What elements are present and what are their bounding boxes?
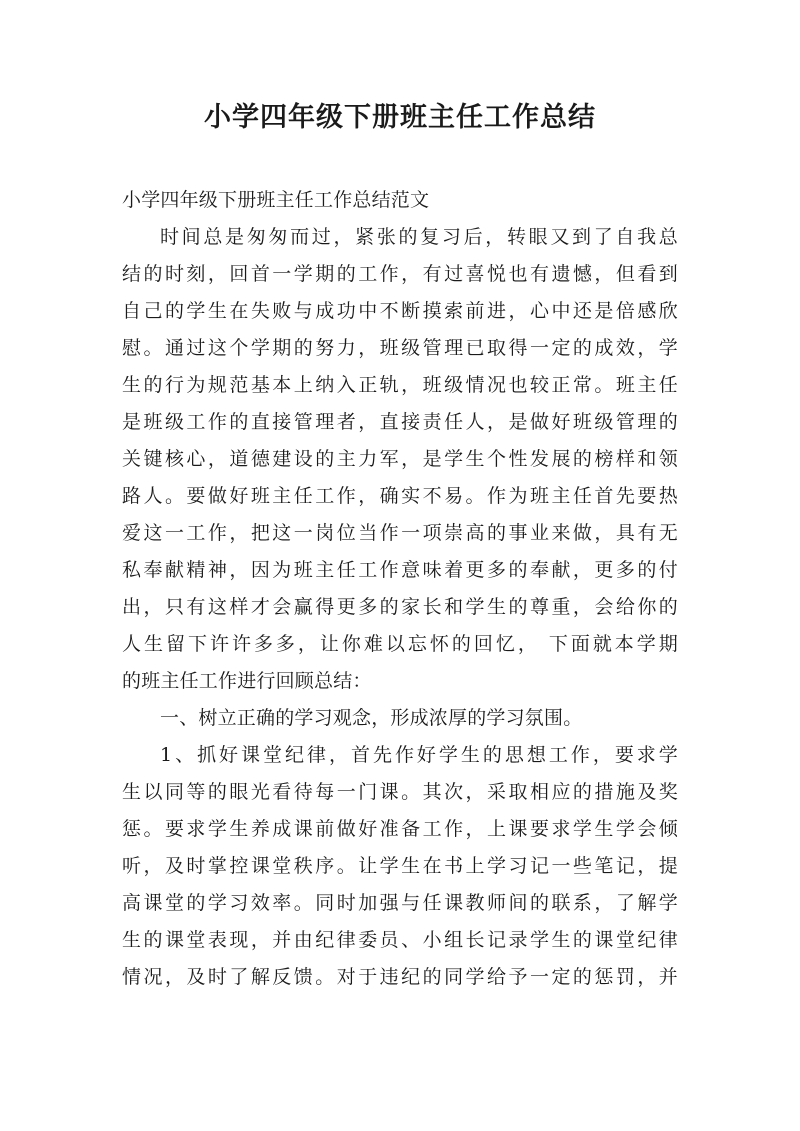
text-line: 关键核心，道德建设的主力军，是学生个性发展的榜样和领 <box>122 448 678 470</box>
text-line: 爱这一工作，把这一岗位当作一项崇高的事业来做，具有无 <box>122 522 678 544</box>
text-line: 小学四年级下册班主任工作总结范文 <box>122 189 430 211</box>
text-line: 生的课堂表现，并由纪律委员、小组长记录学生的课堂纪律 <box>122 929 678 951</box>
text-line: 生的行为规范基本上纳入正轨，班级情况也较正常。班主任 <box>122 374 678 396</box>
text-line: 路人。要做好班主任工作，确实不易。作为班主任首先要热 <box>122 485 678 507</box>
page-title: 小学四年级下册班主任工作总结 <box>204 102 596 133</box>
text-line: 私奉献精神，因为班主任工作意味着更多的奉献，更多的付 <box>122 559 678 581</box>
text-line: 是班级工作的直接管理者，直接责任人，是做好班级管理的 <box>122 411 678 433</box>
text-line: 1、抓好课堂纪律，首先作好学生的思想工作，要求学 <box>160 744 678 766</box>
text-line: 听，及时掌控课堂秩序。让学生在书上学习记一些笔记，提 <box>122 855 678 877</box>
text-line: 惩。要求学生养成课前做好准备工作，上课要求学生学会倾 <box>122 818 678 840</box>
text-line: 人生留下许许多多，让你难以忘怀的回忆， 下面就本学期 <box>122 633 678 655</box>
text-line: 出，只有这样才会赢得更多的家长和学生的尊重，会给你的 <box>122 596 678 618</box>
text-line: 高课堂的学习效率。同时加强与任课教师间的联系，了解学 <box>122 892 678 914</box>
text-line: 的班主任工作进行回顾总结： <box>122 670 372 692</box>
document-body <box>122 182 678 996</box>
text-line: 结的时刻，回首一学期的工作，有过喜悦也有遗憾，但看到 <box>122 263 678 285</box>
text-line: 慰。通过这个学期的努力，班级管理已取得一定的成效，学 <box>122 337 678 359</box>
text-line: 自己的学生在失败与成功中不断摸索前进，心中还是倍感欣 <box>122 300 678 322</box>
text-line: 时间总是匆匆而过，紧张的复习后，转眼又到了自我总 <box>160 226 678 248</box>
text-line: 一、树立正确的学习观念，形成浓厚的学习氛围。 <box>160 707 583 729</box>
text-line: 情况，及时了解反馈。对于违纪的同学给予一定的惩罚，并 <box>122 966 678 988</box>
text-line: 生以同等的眼光看待每一门课。其次，采取相应的措施及奖 <box>122 781 678 803</box>
